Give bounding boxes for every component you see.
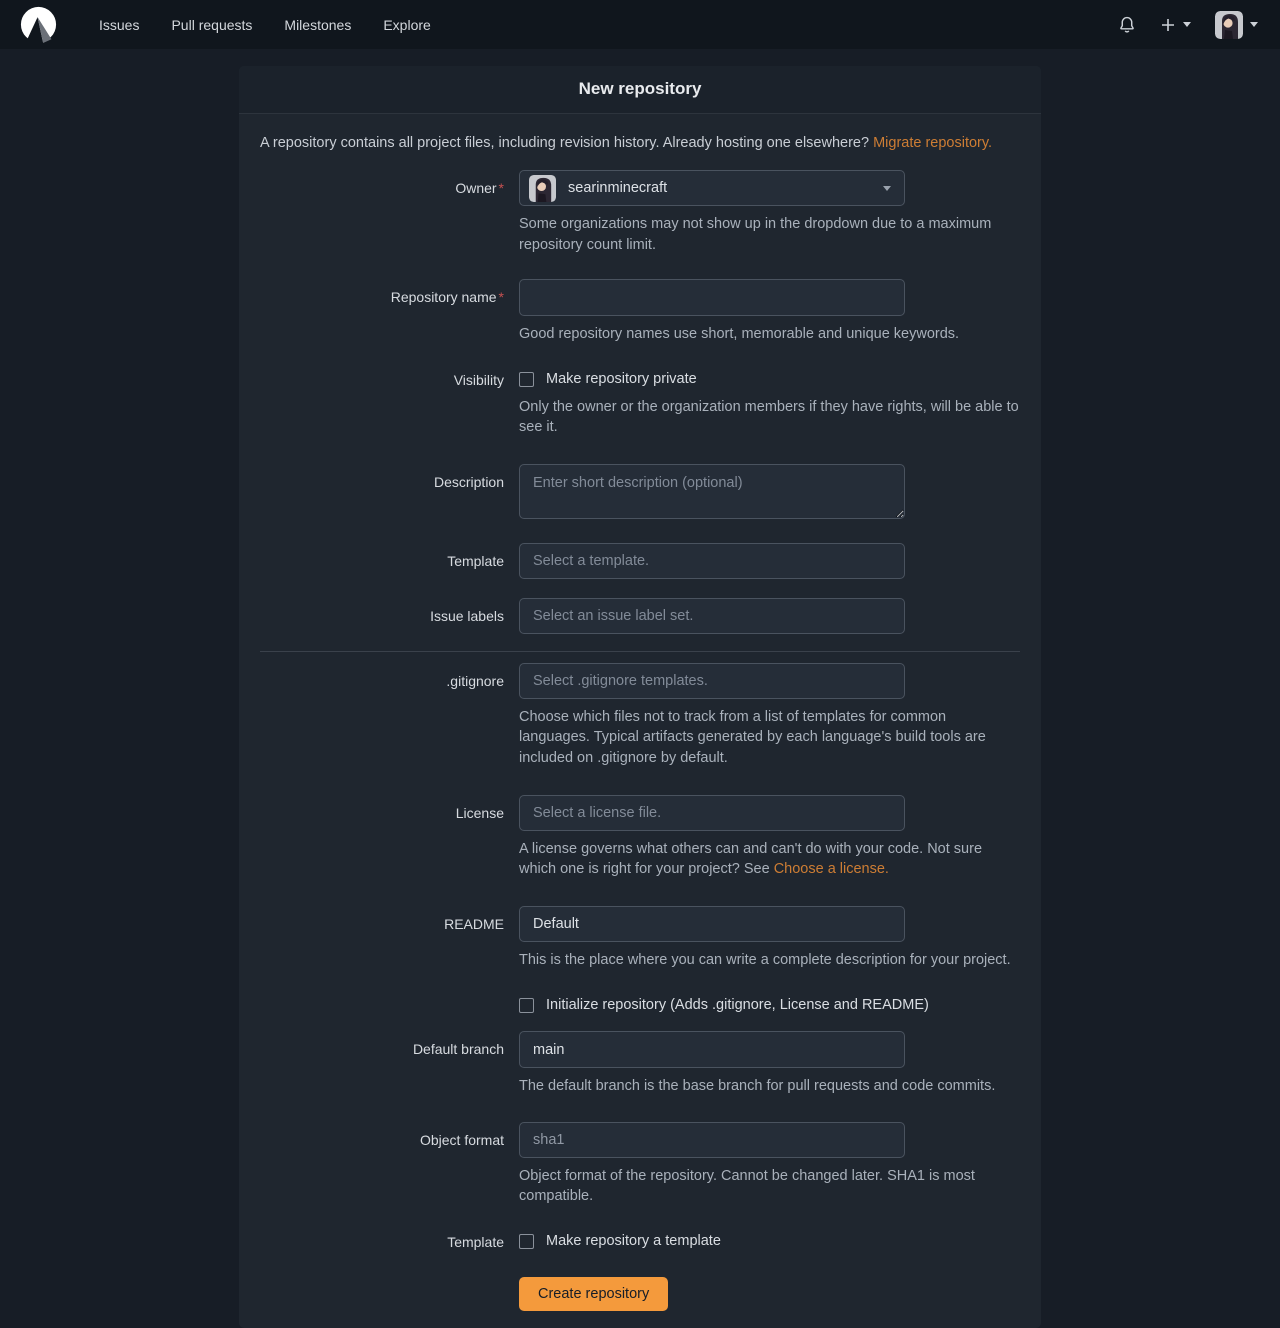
gitignore-dropdown[interactable] <box>519 663 905 699</box>
gitignore-label: .gitignore <box>446 673 504 690</box>
repository-name-row <box>260 279 1020 344</box>
page-title: New repository <box>578 79 702 98</box>
chevron-down-icon <box>1250 22 1258 27</box>
template-flag-checkbox[interactable] <box>519 1234 534 1249</box>
readme-selected-value: Default <box>533 915 579 932</box>
object-format-dropdown[interactable] <box>519 1122 905 1158</box>
initialize-repository-checkbox-row[interactable] <box>519 997 1020 1014</box>
owner-row <box>260 170 1020 255</box>
owner-dropdown[interactable] <box>519 170 905 206</box>
initialize-repository-checkbox[interactable] <box>519 998 534 1013</box>
issue-labels-dropdown[interactable] <box>519 598 905 634</box>
default-branch-help-text: The default branch is the base branch for pull requests and code commits. <box>519 1078 996 1095</box>
template-dropdown[interactable] <box>519 543 905 579</box>
issue-labels-row <box>260 598 1020 634</box>
default-branch-row <box>260 1031 1020 1096</box>
object-format-selected-value: sha1 <box>533 1131 565 1148</box>
required-mark: * <box>498 288 504 305</box>
nav-item-issues[interactable]: Issues <box>99 16 140 33</box>
template-select-row <box>260 543 1020 579</box>
private-checkbox-label: Make repository private <box>546 371 697 388</box>
gitignore-dropdown-placeholder: Select .gitignore templates. <box>533 673 708 690</box>
plus-icon <box>1160 17 1176 33</box>
issue-labels-label: Issue labels <box>430 608 504 625</box>
owner-label: Owner * <box>455 180 504 197</box>
nav-item-milestones[interactable]: Milestones <box>284 16 352 33</box>
template-select-label: Template <box>447 553 504 570</box>
object-format-help-text: Object format of the repository. Cannot be changed later. SHA1 is most compatible. <box>519 1167 975 1204</box>
readme-dropdown[interactable] <box>519 906 905 942</box>
nav-item-explore[interactable]: Explore <box>383 16 431 33</box>
top-navbar <box>0 0 1280 49</box>
panel-header <box>239 66 1041 114</box>
description-row <box>260 464 1020 524</box>
license-help-text: A license governs what others can and can't do with your code. Not sure which one is right for your project? See Choose a license. <box>519 841 983 878</box>
section-divider <box>260 651 1020 652</box>
private-checkbox[interactable] <box>519 372 534 387</box>
new-repository-form <box>239 114 1041 1328</box>
create-new-button[interactable] <box>1160 17 1191 33</box>
chevron-down-icon <box>883 186 891 191</box>
owner-help-text: Some organizations may not show up in the dropdown due to a maximum repository count limit. <box>519 216 992 253</box>
readme-label: README <box>444 915 504 932</box>
license-dropdown[interactable] <box>519 795 905 831</box>
notifications-button[interactable] <box>1118 16 1136 34</box>
gitignore-row <box>260 663 1020 768</box>
readme-help-text: This is the place where you can write a complete description for your project. <box>519 951 1011 968</box>
required-mark: * <box>498 180 504 197</box>
repository-name-input[interactable] <box>519 279 905 316</box>
issue-labels-dropdown-placeholder: Select an issue label set. <box>533 608 694 625</box>
initialize-repository-row <box>260 997 1020 1014</box>
private-checkbox-row[interactable] <box>519 371 1020 388</box>
migrate-repository-link[interactable]: Migrate repository. <box>873 135 993 151</box>
mountain-logo-icon <box>20 6 57 43</box>
visibility-label: Visibility <box>453 372 504 389</box>
license-row <box>260 795 1020 880</box>
repository-name-label: Repository name * <box>390 288 504 305</box>
spacer <box>260 1277 504 1311</box>
new-repository-panel <box>239 66 1041 1328</box>
description-label: Description <box>433 474 504 491</box>
object-format-row <box>260 1122 1020 1207</box>
submit-row <box>260 1277 1020 1311</box>
owner-selected-value: searinminecraft <box>568 180 668 197</box>
avatar <box>1215 11 1243 39</box>
initialize-repository-checkbox-label: Initialize repository (Adds .gitignore, License and README) <box>546 996 929 1013</box>
bell-icon <box>1118 16 1136 34</box>
default-branch-label: Default branch <box>412 1041 504 1058</box>
template-flag-label: Template <box>447 1234 504 1251</box>
create-repository-button[interactable]: Create repository <box>519 1277 668 1311</box>
repository-name-help-text: Good repository names use short, memorable and unique keywords. <box>519 325 960 342</box>
template-dropdown-placeholder: Select a template. <box>533 553 650 570</box>
chevron-down-icon <box>1183 22 1191 27</box>
template-flag-checkbox-row[interactable] <box>519 1233 1020 1250</box>
license-dropdown-placeholder: Select a license file. <box>533 805 662 822</box>
gitignore-help-text: Choose which files not to track from a list of templates for common languages. Typical artifacts generated by each language's build tools are included on .gitignore by default. <box>519 709 986 766</box>
nav-item-pull-requests[interactable]: Pull requests <box>171 16 253 33</box>
app-logo[interactable] <box>20 6 57 43</box>
object-format-label: Object format <box>419 1131 504 1148</box>
template-flag-checkbox-label: Make repository a template <box>546 1233 721 1250</box>
visibility-help-text: Only the owner or the organization members if they have rights, will be able to see it. <box>519 398 1019 435</box>
license-label: License <box>455 805 504 822</box>
template-flag-row <box>260 1233 1020 1252</box>
choose-a-license-link[interactable]: Choose a license. <box>773 861 889 878</box>
visibility-row <box>260 371 1020 437</box>
owner-avatar <box>529 175 556 202</box>
intro-text <box>260 133 1020 153</box>
description-textarea[interactable] <box>519 464 905 519</box>
intro-message: A repository contains all project files, including revision history. Already hosting one elsewhere? <box>260 135 870 151</box>
spacer <box>260 997 504 1014</box>
navbar-right <box>1118 11 1264 39</box>
user-menu-button[interactable] <box>1215 11 1258 39</box>
default-branch-input[interactable] <box>519 1031 905 1068</box>
readme-row <box>260 906 1020 970</box>
